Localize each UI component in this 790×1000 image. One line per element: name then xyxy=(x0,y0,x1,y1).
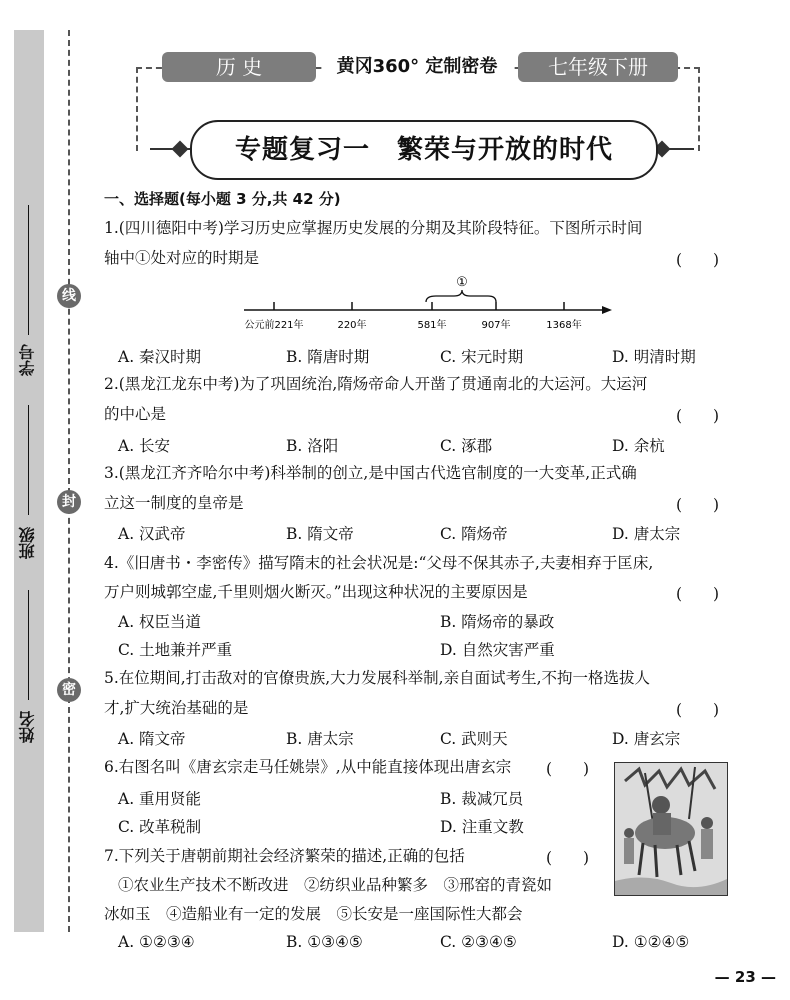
field-line-student-id xyxy=(28,205,29,335)
option-1a: A. 秦汉时期 xyxy=(118,348,202,366)
timeline-diagram xyxy=(240,272,620,334)
option-6b: B. 裁减冗员 xyxy=(440,790,524,808)
option-3a: A. 汉武帝 xyxy=(118,525,186,543)
option-2d: D. 余杭 xyxy=(612,437,665,455)
option-7a: A. ①②③④ xyxy=(118,933,195,951)
seal-mark-seal: 封 xyxy=(57,490,81,514)
timeline-tick-label: 581年 xyxy=(417,320,447,331)
option-3d: D. 唐太宗 xyxy=(612,525,681,543)
question-2-line-1: 2.(黑龙江龙东中考)为了巩固统治,隋炀帝命人开凿了贯通南北的大运河。大运河 xyxy=(104,375,648,393)
page-title: 专题复习一 繁荣与开放的时代 xyxy=(190,120,658,180)
option-7b: B. ①③④⑤ xyxy=(286,933,363,951)
question-4-line-2: 万户则城郭空虚,千里则烟火断灭。”出现这种状况的主要原因是 xyxy=(104,583,528,601)
option-4b: B. 隋炀帝的暴政 xyxy=(440,613,555,631)
option-5b: B. 唐太宗 xyxy=(286,730,354,748)
question-7-line-2: ①农业生产技术不断改进 ②纺织业品种繁多 ③邢窑的青瓷如 xyxy=(118,876,553,894)
question-5-line-2: 才,扩大统治基础的是 xyxy=(104,699,249,717)
option-4c: C. 土地兼并严重 xyxy=(118,641,233,659)
answer-blank-1: ( ) xyxy=(676,251,720,269)
seal-mark-secret: 密 xyxy=(57,678,81,702)
option-5a: A. 隋文帝 xyxy=(118,730,186,748)
field-label-class: 班级 xyxy=(18,527,37,559)
seal-mark-line: 线 xyxy=(57,284,81,308)
timeline-marker: ① xyxy=(456,275,468,290)
question-7-line-1: 7.下列关于唐朝前期社会经济繁荣的描述,正确的包括 xyxy=(104,847,465,865)
question-3-line-2: 立这一制度的皇帝是 xyxy=(104,494,244,512)
option-6d: D. 注重文教 xyxy=(440,818,524,836)
answer-blank-3: ( ) xyxy=(676,496,720,514)
option-7c: C. ②③④⑤ xyxy=(440,933,517,951)
page-number: — 23 — xyxy=(714,968,776,986)
field-label-name: 姓名 xyxy=(18,711,37,743)
question-4-line-1: 4.《旧唐书・李密传》描写隋末的社会状况是:“父母不保其赤子,夫妻相弃于匡床, xyxy=(104,554,654,572)
option-5c: C. 武则天 xyxy=(440,730,508,748)
option-5d: D. 唐玄宗 xyxy=(612,730,681,748)
answer-blank-5: ( ) xyxy=(676,701,720,719)
option-3c: C. 隋炀帝 xyxy=(440,525,508,543)
answer-blank-6: ( ) xyxy=(546,760,590,778)
question-1-line-2: 轴中①处对应的时期是 xyxy=(104,249,260,267)
option-1d: D. 明清时期 xyxy=(612,348,696,366)
answer-blank-7: ( ) xyxy=(546,849,590,867)
field-label-student-id: 学号 xyxy=(18,344,37,376)
option-2a: A. 长安 xyxy=(118,437,171,455)
binding-sidebar xyxy=(14,30,44,932)
timeline-tick-label: 907年 xyxy=(481,320,511,331)
option-6c: C. 改革税制 xyxy=(118,818,202,836)
option-3b: B. 隋文帝 xyxy=(286,525,354,543)
option-2c: C. 涿郡 xyxy=(440,437,493,455)
answer-blank-2: ( ) xyxy=(676,407,720,425)
question-1-line-1: 1.(四川德阳中考)学习历史应掌握历史发展的分期及其阶段特征。下图所示时间 xyxy=(104,219,643,237)
series-label: 黄冈360° 定制密卷 xyxy=(322,52,512,82)
option-1b: B. 隋唐时期 xyxy=(286,348,370,366)
grade-badge: 七年级下册 xyxy=(518,52,678,82)
timeline-tick-label: 1368年 xyxy=(546,320,582,331)
field-line-name xyxy=(28,590,29,700)
section-title: 一、选择题(每小题 3 分,共 42 分) xyxy=(104,190,341,208)
option-1c: C. 宋元时期 xyxy=(440,348,524,366)
option-4a: A. 权臣当道 xyxy=(118,613,202,631)
seal-dashed-line xyxy=(68,30,70,932)
question-5-line-1: 5.在位期间,打击敌对的官僚贵族,大力发展科举制,亲自面试考生,不拘一格选拔人 xyxy=(104,669,650,687)
option-2b: B. 洛阳 xyxy=(286,437,339,455)
question-3-line-1: 3.(黑龙江齐齐哈尔中考)科举制的创立,是中国古代选官制度的一大变革,正式确 xyxy=(104,464,637,482)
question-7-line-3: 冰如玉 ④造船业有一定的发展 ⑤长安是一座国际性大都会 xyxy=(104,905,523,923)
timeline-tick-label: 220年 xyxy=(337,320,367,331)
question-6-line-1: 6.右图名叫《唐玄宗走马任姚崇》,从中能直接体现出唐玄宗 xyxy=(104,758,512,776)
option-6a: A. 重用贤能 xyxy=(118,790,202,808)
field-line-class xyxy=(28,405,29,515)
painting-sketch xyxy=(615,763,727,895)
answer-blank-4: ( ) xyxy=(676,585,720,603)
question-2-line-2: 的中心是 xyxy=(104,405,167,423)
subject-badge: 历 史 xyxy=(162,52,316,82)
option-7d: D. ①②④⑤ xyxy=(612,933,690,951)
option-4d: D. 自然灾害严重 xyxy=(440,641,555,659)
painting-illustration xyxy=(614,762,728,896)
timeline-tick-label: 公元前221年 xyxy=(244,320,304,331)
